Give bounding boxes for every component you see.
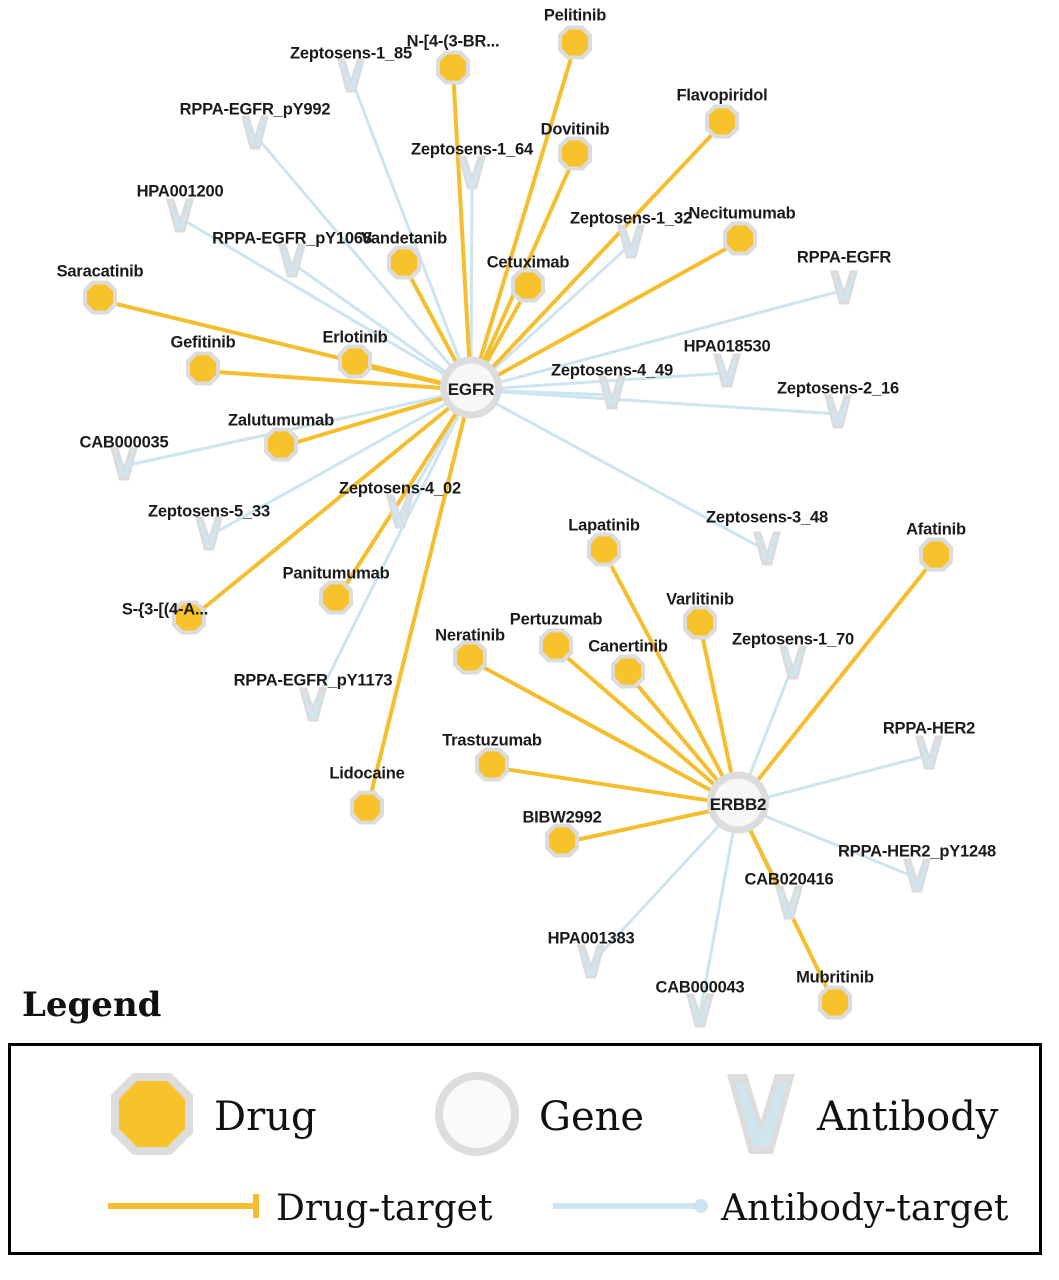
drug-node[interactable] (556, 24, 594, 67)
drug-label: Gefitinib (170, 333, 236, 352)
antibody-label: Zeptosens-1_85 (290, 44, 412, 63)
legend-item-antibody (721, 1068, 998, 1165)
drug-node[interactable] (473, 746, 511, 789)
drug-label: Mubritinib (796, 968, 874, 987)
drug-node[interactable] (556, 135, 594, 178)
antibody-label: CAB000035 (79, 433, 169, 452)
antibody-node[interactable] (296, 685, 330, 730)
legend-box (8, 1043, 1042, 1255)
drug-node[interactable] (585, 531, 623, 574)
antibody-label: CAB000043 (655, 978, 745, 997)
drug-node[interactable] (537, 627, 575, 670)
drug-label: Erlotinib (322, 328, 388, 347)
antibody-node[interactable] (750, 529, 784, 574)
drug-node[interactable] (184, 350, 222, 393)
drug-label: Zalutumumab (228, 411, 334, 430)
legend-label-drug: Drug (214, 1093, 317, 1140)
drug-node[interactable] (434, 49, 472, 92)
drug-label: N-[4-(3-BR... (406, 32, 500, 51)
antibody-label: RPPA-EGFR_pY992 (179, 100, 331, 119)
drug-label: Flavopiridol (676, 86, 768, 105)
drug-label: Afatinib (906, 520, 966, 539)
drug-target-edge-icon (106, 1186, 266, 1231)
drug-label: Panitumumab (282, 564, 390, 583)
drug-label: Saracatinib (56, 262, 144, 281)
drug-label: Lidocaine (329, 764, 405, 783)
drug-node[interactable] (348, 789, 386, 832)
legend-item-drug (106, 1068, 317, 1165)
antibody-icon (721, 1068, 801, 1165)
drug-node[interactable] (336, 343, 374, 386)
legend-item-drug-target (106, 1186, 492, 1231)
legend-label-gene: Gene (539, 1093, 645, 1140)
legend-label-drug-target: Drug-target (276, 1188, 493, 1229)
drug-icon (106, 1068, 198, 1165)
drug-node[interactable] (703, 103, 741, 146)
drug-node[interactable] (543, 822, 581, 865)
drug-node[interactable] (385, 244, 423, 287)
drug-node[interactable] (609, 653, 647, 696)
antibody-target-edge-icon (551, 1186, 711, 1231)
legend-label-antibody: Antibody (817, 1093, 999, 1140)
antibody-label: Zeptosens-3_48 (706, 508, 828, 527)
antibody-node[interactable] (710, 351, 744, 396)
drug-label: Canertinib (588, 637, 668, 656)
drug-label: Pelitinib (543, 6, 607, 25)
drug-label: Dovitinib (540, 120, 610, 139)
antibody-label: RPPA-EGFR (796, 248, 892, 267)
drug-label: Lapatinib (568, 516, 640, 535)
drug-label: S-{3-[(4-A... (121, 600, 209, 619)
drug-label: Pertuzumab (509, 610, 603, 629)
antibody-label: HPA001200 (136, 182, 224, 201)
antibody-label: Zeptosens-4_02 (339, 479, 461, 498)
drug-label: Neratinib (435, 626, 505, 645)
legend-node-types (11, 1068, 1039, 1168)
antibody-node[interactable] (912, 733, 946, 778)
drug-label: Vandetanib (360, 229, 448, 248)
drug-node[interactable] (917, 536, 955, 579)
drug-label: Cetuximab (486, 253, 570, 272)
antibody-label: Zeptosens-2_16 (777, 379, 899, 398)
antibody-label: RPPA-EGFR_pY1173 (233, 671, 393, 690)
gene-icon (431, 1068, 523, 1165)
antibody-node[interactable] (827, 268, 861, 313)
drug-node[interactable] (509, 267, 547, 310)
legend-edge-types (11, 1186, 1039, 1246)
legend-title: Legend (22, 985, 162, 1025)
antibody-label: CAB020416 (744, 870, 834, 889)
drug-node[interactable] (721, 220, 759, 263)
drug-label: Necitumumab (688, 204, 796, 223)
antibody-label: Zeptosens-1_64 (411, 140, 533, 159)
gene-label-erbb2: ERBB2 (709, 795, 767, 814)
antibody-label: RPPA-EGFR_pY1068 (212, 229, 372, 248)
antibody-label: Zeptosens-5_33 (148, 502, 270, 521)
antibody-label: HPA001383 (547, 929, 635, 948)
drug-node[interactable] (81, 279, 119, 322)
antibody-label: Zeptosens-1_70 (732, 630, 854, 649)
legend-label-antibody-target: Antibody-target (721, 1188, 1009, 1229)
drug-node[interactable] (262, 426, 300, 469)
antibody-label: RPPA-HER2 (882, 719, 976, 738)
antibody-label: Zeptosens-4_49 (551, 361, 673, 380)
drug-label: Trastuzumab (442, 731, 542, 750)
gene-label-egfr: EGFR (447, 380, 495, 399)
drug-node[interactable] (317, 579, 355, 622)
legend (0, 985, 1059, 1229)
antibody-label: RPPA-HER2_pY1248 (838, 842, 996, 861)
antibody-node[interactable] (163, 196, 197, 241)
antibody-node[interactable] (900, 856, 934, 901)
drug-label: BIBW2992 (522, 808, 602, 827)
legend-item-gene (431, 1068, 644, 1165)
antibody-label: Zeptosens-1_32 (570, 209, 692, 228)
antibody-label: HPA018530 (683, 337, 771, 356)
legend-item-antibody-target (551, 1186, 1008, 1231)
drug-label: Varlitinib (666, 590, 734, 609)
drug-node[interactable] (681, 604, 719, 647)
